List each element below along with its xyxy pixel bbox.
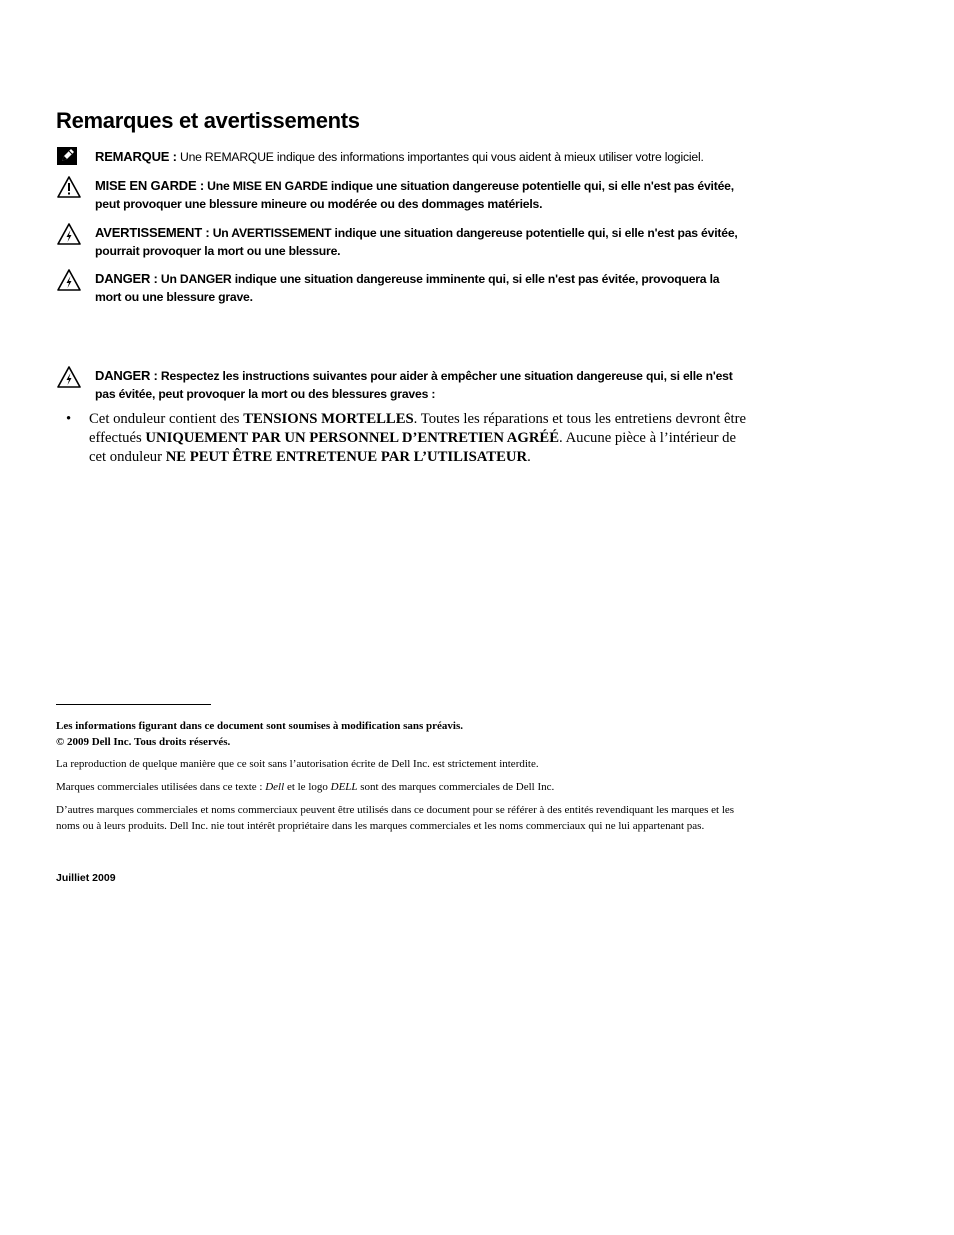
- safety-bullet-list: [56, 410, 746, 467]
- bullet-text: . Toutes les réparations et tous les entretiens devront être effectués: [89, 411, 747, 446]
- warning-lightning-icon: [56, 222, 82, 246]
- page-title: Remarques et avertissements: [56, 108, 360, 133]
- list-item: [56, 410, 746, 467]
- publication-date: Juilliet 2009: [56, 872, 116, 884]
- danger-lightning-icon: [56, 268, 82, 292]
- pencil-note-icon: [56, 146, 82, 170]
- notice-label: AVERTISSEMENT :: [95, 225, 210, 240]
- bullet-emphasis: UNIQUEMENT PAR UN PERSONNEL D’ENTRETIEN AGRÉÉ: [145, 430, 560, 446]
- trademarks-text: Marques commerciales utilisées dans ce texte :: [56, 781, 266, 793]
- danger-lightning-icon: [56, 365, 82, 389]
- other-marks-notice: D’autres marques commerciales et noms commerciaux peuvent être utilisés dans ce document pour se référer à des entités revendiquant les marques et les noms ou à leurs produits. Dell Inc. nie tout intérêt propriétaire dans les marques commerciales et les noms commerciaux qui ne lui appartenant pas.: [56, 804, 735, 832]
- trademarks-notice: [56, 780, 756, 796]
- footnote-divider: [56, 704, 211, 705]
- notice-label: MISE EN GARDE :: [95, 178, 204, 193]
- bullet-emphasis: NE PEUT ÊTRE ENTRETENUE PAR L’UTILISATEUR: [165, 449, 528, 465]
- notice-text: peut provoquer une blessure mineure ou modérée ou des dommages matériels.: [95, 196, 543, 211]
- notice-label: REMARQUE :: [95, 149, 177, 164]
- trademarks-text: et le logo: [284, 781, 331, 793]
- copyright: © 2009 Dell Inc. Tous droits réservés.: [56, 735, 231, 748]
- notice-text: Une MISE EN GARDE indique une situation dangereuse potentielle qui, si elle n'est pas évitée,: [207, 179, 734, 193]
- trademarks-block: [56, 780, 756, 796]
- bullet-marker: •: [66, 411, 72, 427]
- change-notice: Les informations figurant dans ce document sont soumises à modification sans préavis.: [56, 720, 464, 732]
- trademarks-text: sont des marques commerciales de Dell Inc.: [357, 781, 555, 793]
- bullet-text: .: [527, 449, 531, 465]
- notice-label: DANGER :: [95, 368, 158, 383]
- notice-text: Un AVERTISSEMENT indique une situation dangereuse potentielle qui, si elle n'est pas évitée,: [212, 226, 738, 240]
- trademark-dell: Dell: [265, 781, 285, 793]
- notice-text: Un DANGER indique une situation dangereuse imminente qui, si elle n'est pas évitée, provoquera la: [160, 272, 720, 286]
- notice-label: DANGER :: [95, 271, 158, 286]
- notice-text: pas évitée, peut provoquer la mort ou des blessures graves :: [95, 386, 436, 401]
- bullet-text: Cet onduleur contient des: [89, 411, 244, 427]
- reproduction-notice: La reproduction de quelque manière que ce soit sans l’autorisation écrite de Dell Inc. est strictement interdite.: [56, 758, 539, 770]
- notice-text: mort ou une blessure grave.: [95, 289, 253, 304]
- bullet-emphasis: TENSIONS MORTELLES: [243, 411, 414, 427]
- trademark-dell-logo: DELL: [330, 781, 358, 793]
- notice-text: Respectez les instructions suivantes pour aider à empêcher une situation dangereuse qui, si elle n'est: [160, 369, 733, 383]
- notice-text: pourrait provoquer la mort ou une blessure.: [95, 243, 341, 258]
- notice-text: Une REMARQUE indique des informations importantes qui vous aident à mieux utiliser votre logiciel.: [179, 150, 704, 164]
- legal-notice-block: [56, 719, 756, 750]
- bullet-text: . Aucune pièce à l’intérieur de cet onduleur: [89, 430, 737, 465]
- other-marks-block: [56, 803, 756, 834]
- caution-triangle-icon: [56, 175, 82, 199]
- reproduction-notice-block: [56, 757, 756, 773]
